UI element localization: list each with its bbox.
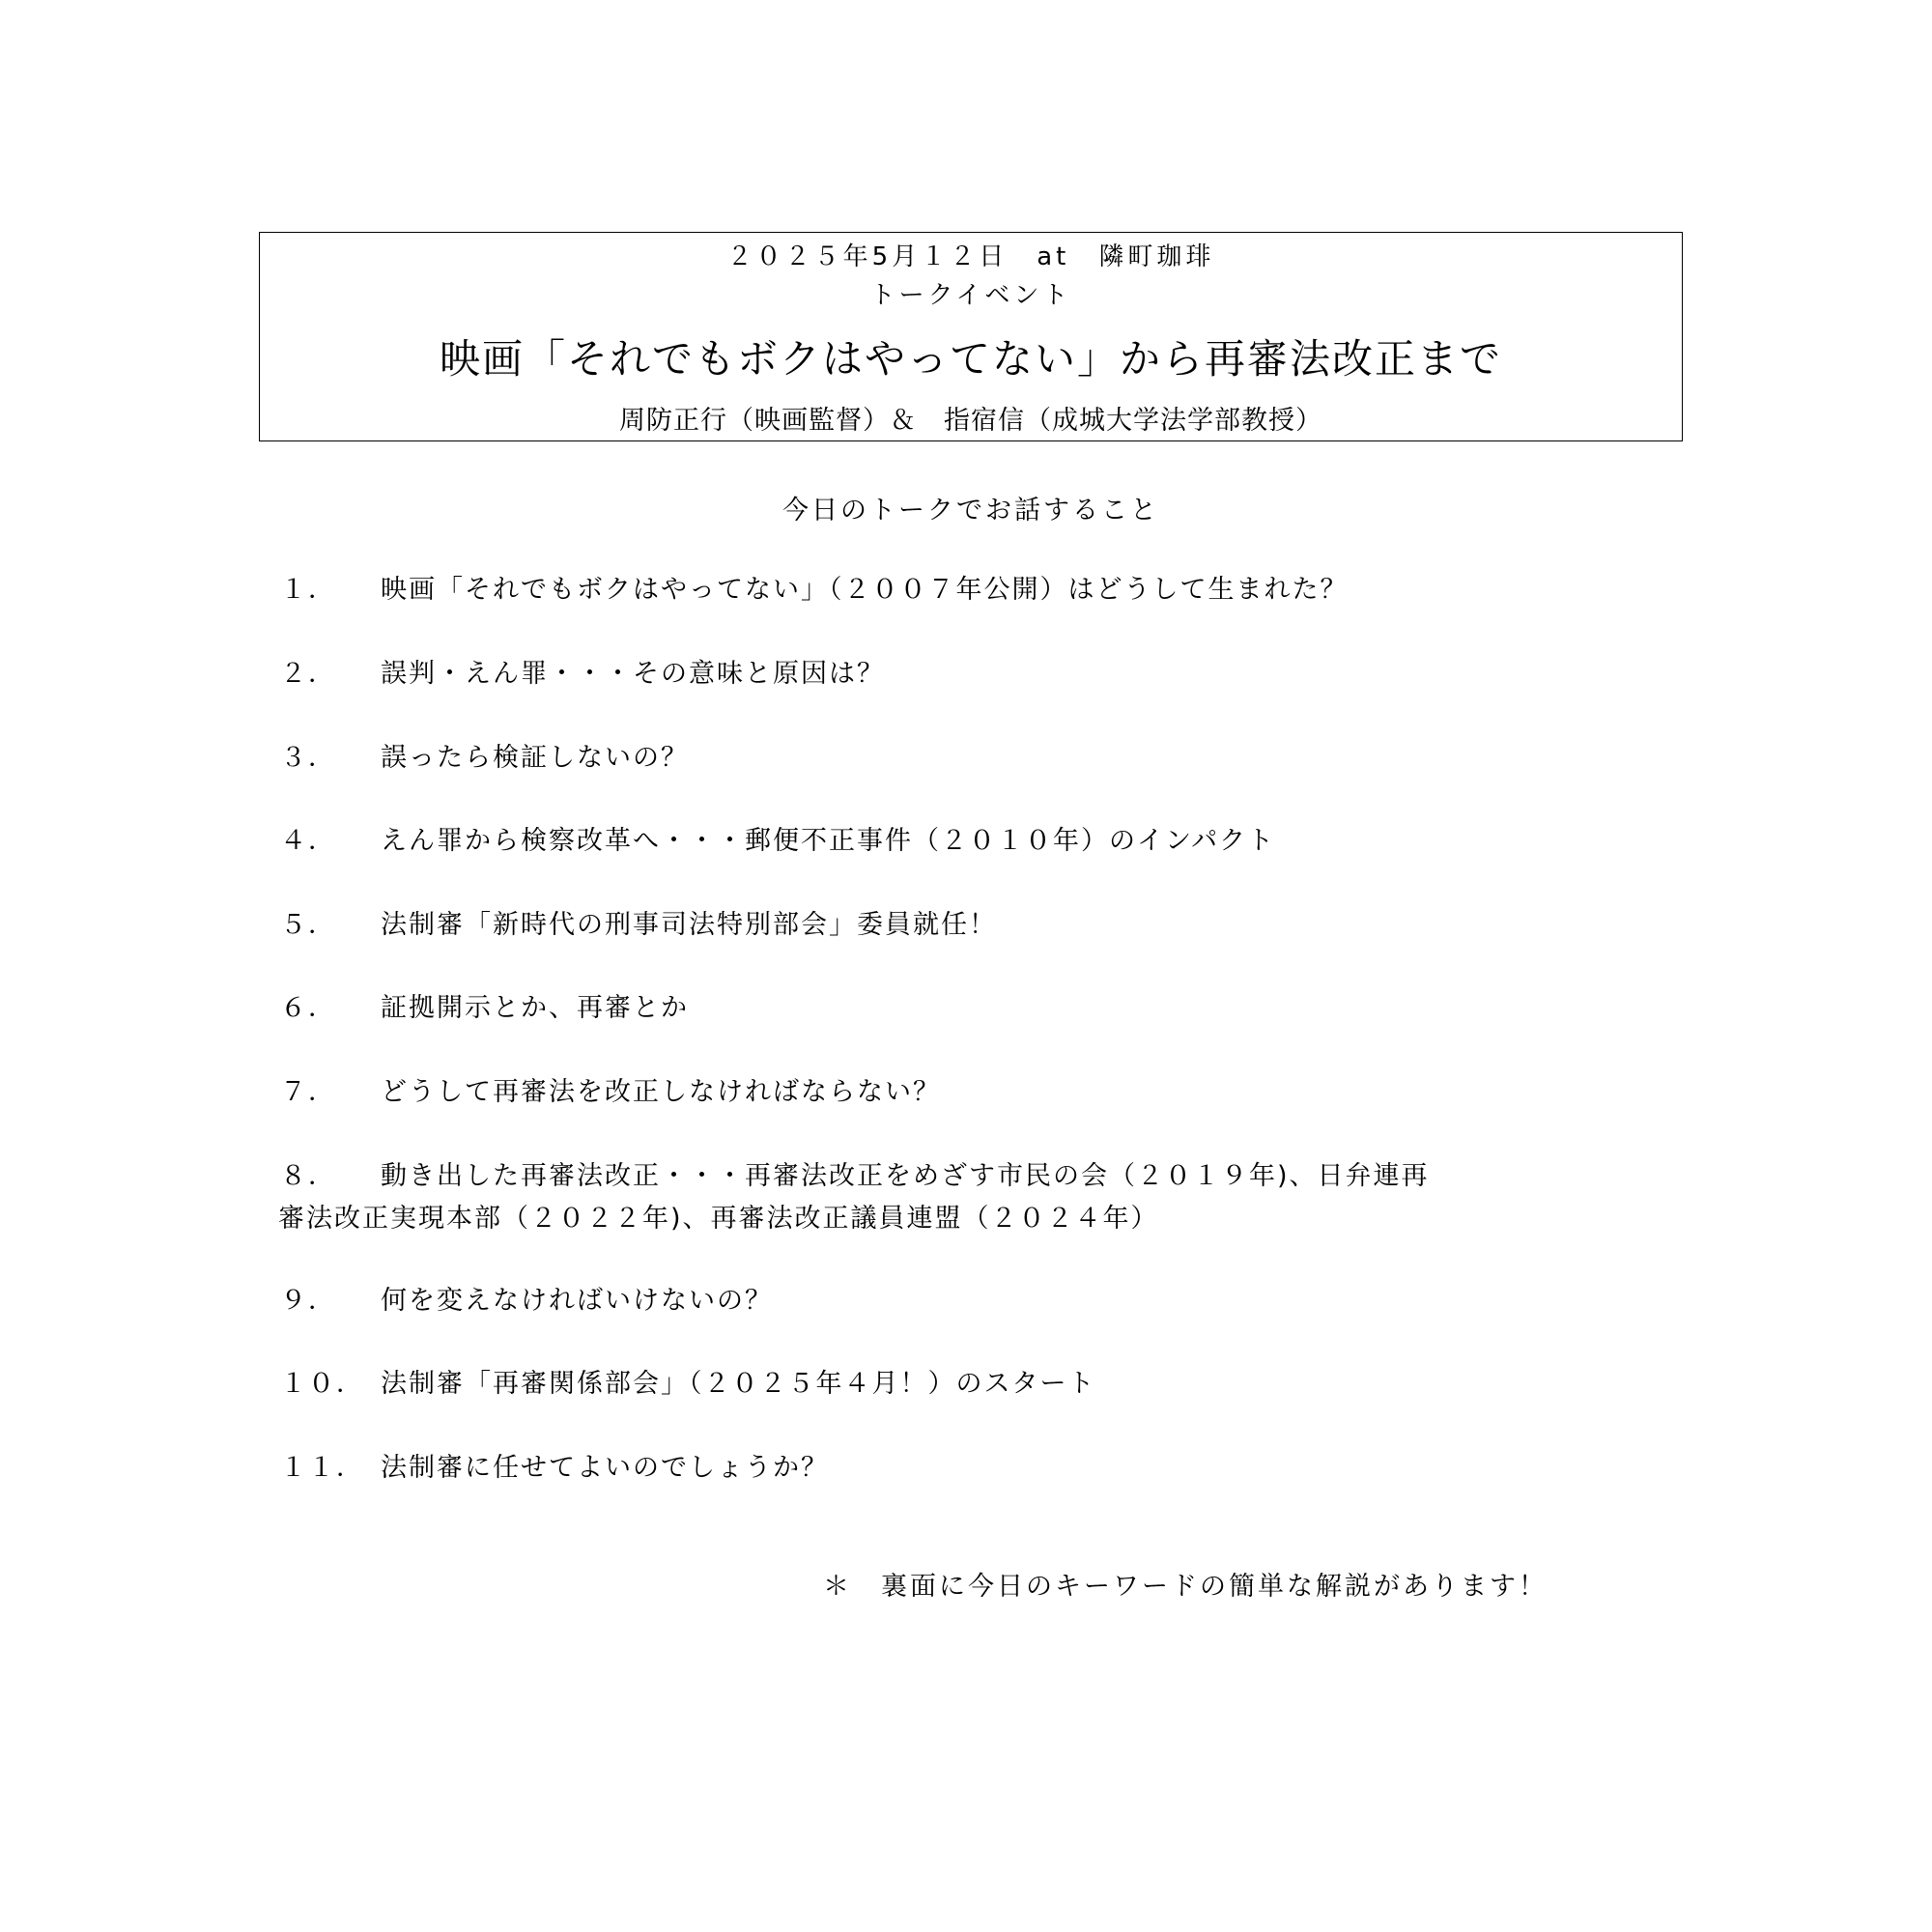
agenda-item-5 (280, 904, 997, 947)
agenda-item-number: ４． (280, 826, 336, 856)
event-speakers: 周防正行（映画監督）＆ 指宿信（成城大学法学部教授） (619, 406, 1322, 436)
agenda-item-9 (280, 1280, 773, 1322)
agenda-item-text: 動き出した再審法改正・・・再審法改正をめざす市民の会（２０１９年)、日弁連再 (381, 1161, 1430, 1191)
agenda-item-7 (280, 1071, 941, 1114)
agenda-item-2 (280, 653, 885, 696)
agenda-item-number: ３． (280, 743, 336, 773)
event-date-venue: ２０２５年5月１２日 at 隣町珈琲 (726, 242, 1215, 271)
agenda-item-text: 映画「それでもボクはやってない」（２００７年公開）はどうして生まれた？ (381, 575, 1349, 605)
agenda-item-number: １０． (280, 1369, 364, 1399)
agenda-item-11 (280, 1447, 829, 1490)
agenda-item-8 (280, 1155, 1681, 1240)
agenda-item-number: ７． (280, 1077, 336, 1107)
agenda-item-number: １． (280, 575, 336, 605)
agenda-item-number: ５． (280, 910, 336, 940)
agenda-item-number: ６． (280, 993, 336, 1023)
agenda-item-3 (280, 737, 689, 780)
agenda-item-text: 法制審「新時代の刑事司法特別部会」委員就任！ (381, 910, 997, 940)
event-header-box (259, 232, 1683, 441)
agenda-item-text: 証拠開示とか、再審とか (381, 993, 689, 1023)
agenda-heading: 今日のトークでお話すること (782, 496, 1159, 526)
agenda-item-text: 法制審「再審関係部会」（２０２５年４月！）のスタート (381, 1369, 1096, 1399)
agenda-item-text: 法制審に任せてよいのでしょうか？ (381, 1453, 829, 1483)
agenda-item-number: ９． (280, 1286, 336, 1316)
agenda-item-4 (280, 820, 1275, 863)
footnote: ＊ 裏面に今日のキーワードの簡単な解説があります！ (823, 1572, 1548, 1602)
event-title: 映画「それでもボクはやってない」から再審法改正まで (439, 335, 1502, 383)
agenda-item-text: 誤ったら検証しないの？ (381, 743, 689, 773)
agenda-item-text: えん罪から検察改革へ・・・郵便不正事件（２０１０年）のインパクト (381, 826, 1276, 856)
agenda-item-1 (280, 569, 1349, 611)
agenda-item-10 (280, 1363, 1096, 1406)
agenda-item-text: 誤判・えん罪・・・その意味と原因は？ (381, 659, 885, 689)
agenda-item-number: １１． (280, 1453, 364, 1483)
agenda-item-number: ２． (280, 659, 336, 689)
agenda-item-text: どうして再審法を改正しなければならない？ (381, 1077, 941, 1107)
event-type: トークイベント (869, 281, 1072, 310)
agenda-item-6 (280, 987, 689, 1030)
agenda-item-text: 何を変えなければいけないの？ (381, 1286, 773, 1316)
agenda-item-number: ８． (280, 1161, 336, 1191)
agenda-item-text-continued: 審法改正実現本部（２０２２年)、再審法改正議員連盟（２０２４年） (278, 1204, 1159, 1234)
